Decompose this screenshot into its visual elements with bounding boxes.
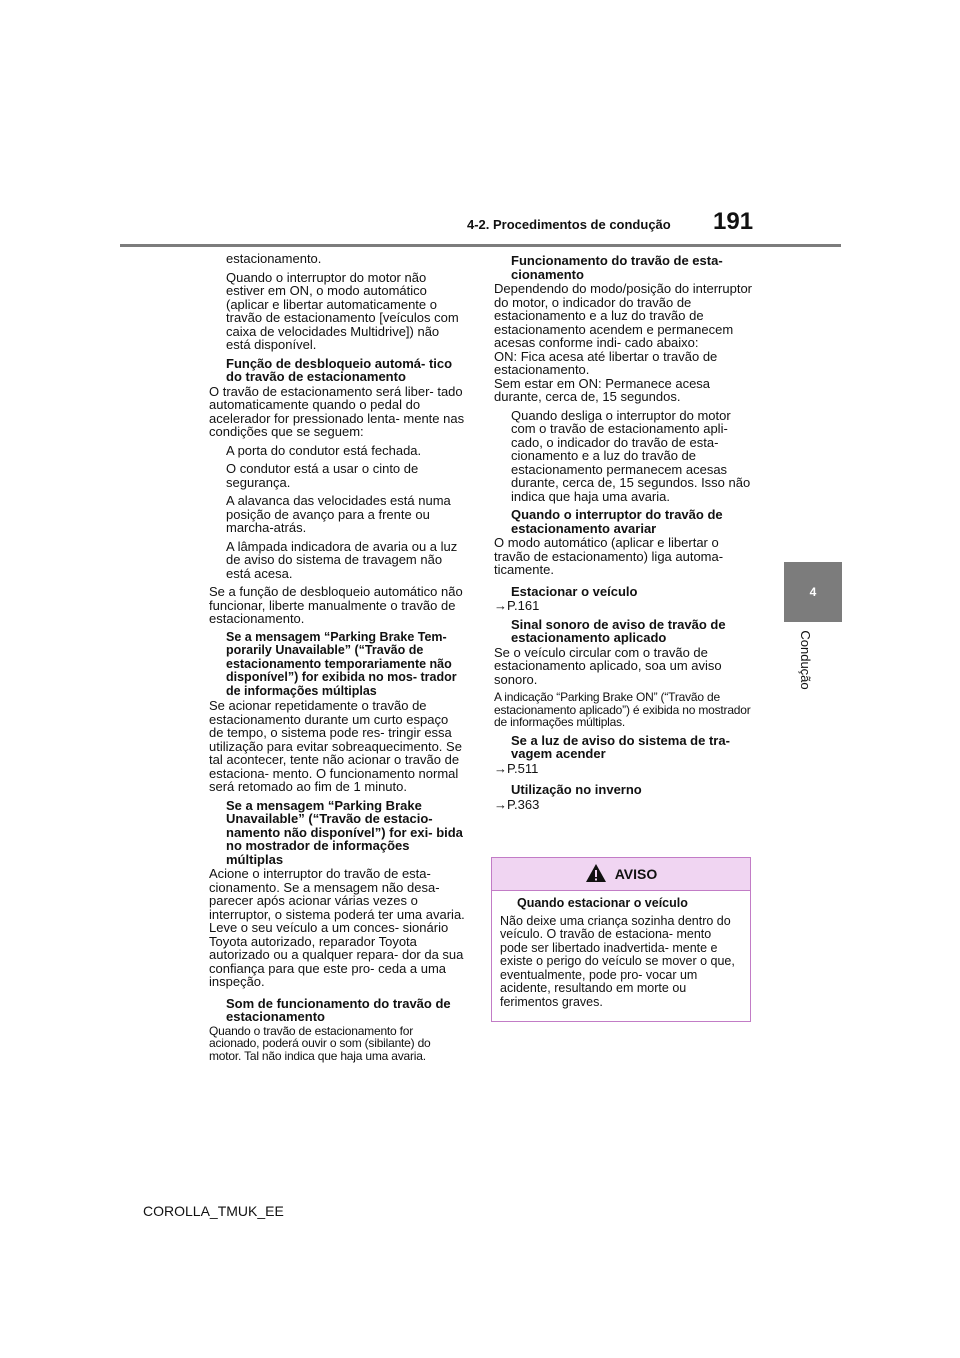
warning-header xyxy=(492,858,750,891)
left-column xyxy=(209,252,465,1067)
chapter-side-label: Condução xyxy=(798,630,813,690)
paragraph: ON: Fica acesa até libertar o travão de estacionamento. xyxy=(494,348,718,377)
section-heading: Funcionamento do travão de esta- cionamento xyxy=(511,253,723,282)
condition-item: A porta do condutor está fechada. xyxy=(226,442,422,458)
chapter-tab xyxy=(784,562,842,622)
warning-body xyxy=(492,891,750,1009)
section-heading: Estacionar o veículo xyxy=(511,583,638,599)
section-heading: Quando o interruptor do travão de estacionamento avariar xyxy=(511,507,723,536)
warning-title: AVISO xyxy=(614,866,658,882)
paragraph: Se acionar repetidamente o travão de estacionamento durante um curto espaço de tempo, o sistema pode res- tringir essa utilização para evitar sobreaquecimento. Se tal acontecer, tente não acionar o travão de estaciona- mento. O funcionamento normal será retomado ao fim de 1 minuto. xyxy=(209,698,462,794)
section-heading: Utilização no inverno xyxy=(511,782,642,797)
section-heading: Se a mensagem “Parking Brake Unavailable” (“Travão de estacio- namento não disponível”) for exi- bida no mostrador de informações múltiplas xyxy=(226,797,463,867)
header-rule xyxy=(120,244,841,247)
paragraph: A indicação “Parking Brake ON” (“Travão de estacionamento aplicado”) é exibida no mostrador de informações múltiplas. xyxy=(494,690,751,729)
warning-triangle-icon xyxy=(585,863,607,886)
footer-doc-code: COROLLA_TMUK_EE xyxy=(143,1203,284,1219)
section-heading: Som de funcionamento do travão de estacionamento xyxy=(226,995,451,1024)
warning-subtitle: Quando estacionar o veículo xyxy=(517,896,688,910)
paragraph: O travão de estacionamento será liber- tado automaticamente quando o pedal do acelerador for pressionado lenta- mente nas condições que se seguem: xyxy=(209,383,465,439)
section-heading: Se a luz de aviso do sistema de tra- vagem acender xyxy=(511,732,730,761)
condition-item: O condutor está a usar o cinto de segurança. xyxy=(226,461,419,490)
paragraph: Sem estar em ON: Permanece acesa durante, cerca de, 15 segundos. xyxy=(494,375,711,404)
paragraph: estacionamento. xyxy=(226,251,322,266)
header-section-title: 4-2. Procedimentos de condução xyxy=(467,217,671,232)
paragraph: Dependendo do modo/posição do interruptor do motor, o indicador do travão de estacionamento e a luz do travão de estacionamento acendem e permanecem acesas conforme indi- cado abaixo: xyxy=(494,281,753,350)
paragraph: Se o veículo circular com o travão de estacionamento aplicado, soa um aviso sonoro. xyxy=(494,644,722,687)
section-heading: Função de desbloqueio automá- tico do travão de estacionamento xyxy=(226,355,453,384)
paragraph: O modo automático (aplicar e libertar o travão de estacionamento) liga automa- ticamente. xyxy=(494,535,724,577)
paragraph: Quando desliga o interruptor do motor com o travão de estacionamento apli- cado, o indicador do travão de esta- cionamento e a luz do travão de estacionamento permanecem acesas durante, cerca de, 15 segundos. Isso não indica que haja uma avaria. xyxy=(511,407,751,504)
page-reference[interactable]: →P.363 xyxy=(494,796,540,812)
chapter-tab-number: 4 xyxy=(809,585,817,599)
page-reference[interactable]: →P.161 xyxy=(494,598,540,613)
right-column xyxy=(494,252,754,816)
condition-item: A alavanca das velocidades está numa posição de avanço para a frente ou marcha-atrás. xyxy=(226,493,451,535)
paragraph: Se a função de desbloqueio automático não funcionar, liberte manualmente o travão de estacionamento. xyxy=(209,584,463,626)
warning-text: Não deixe uma criança sozinha dentro do veículo. O travão de estaciona- mento pode ser libertado inadvertida- mente e existe o perigo do veículo se mover o que, eventualmente, pode pro- vocar um acidente, resultando em morte ou ferimentos graves. xyxy=(500,913,735,1009)
page-reference[interactable]: →P.511 xyxy=(494,760,539,776)
section-heading: Sinal sonoro de aviso de travão de estacionamento aplicado xyxy=(511,616,726,645)
page-number: 191 xyxy=(713,208,754,235)
paragraph: Acione o interruptor do travão de esta- cionamento. Se a mensagem não desa- parecer após acionar várias vezes o interruptor, o sistema poderá ter uma avaria. Leve o seu veículo a um conces- sionário Toyota autorizado, reparador Toyota autorizado ou a qualquer repara- dor da sua confiança para que este pro- ceda a uma inspeção. xyxy=(209,866,465,989)
section-heading: Se a mensagem “Parking Brake Tem- porarily Unavailable” (“Travão de estacionamento temporariamente não disponível”) for exibida no mos- trador de informações múltiplas xyxy=(226,629,457,698)
paragraph: Quando o interruptor do motor não estiver em ON, o modo automático (aplicar e libertar automaticamente o travão de estacionamento [veículos com caixa de velocidades Multidrive]) não está disponível. xyxy=(226,269,459,352)
warning-box xyxy=(491,857,751,1022)
condition-item: A lâmpada indicadora de avaria ou a luz de aviso do sistema de travagem não está acesa. xyxy=(226,538,458,581)
paragraph: Quando o travão de estacionamento for acionado, poderá ouvir o som (sibilante) do motor. Tal não indica que haja uma avaria. xyxy=(209,1023,431,1063)
